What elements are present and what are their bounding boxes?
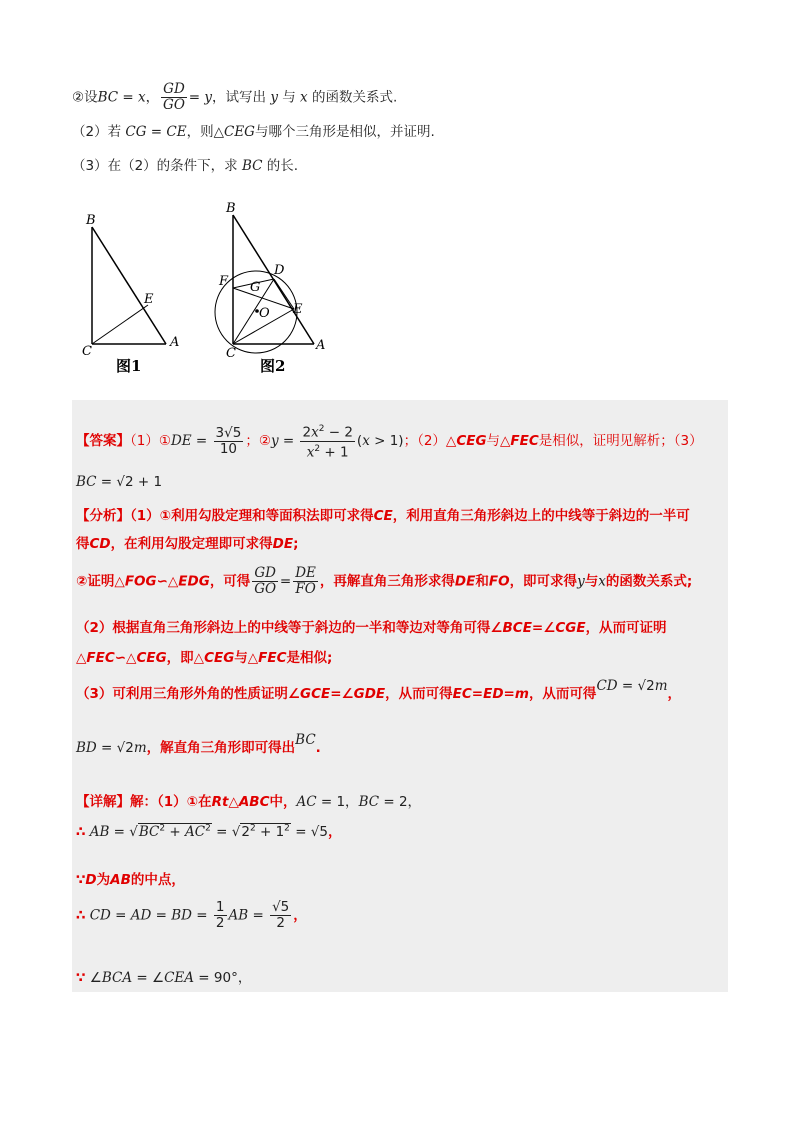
answer-line-bc: BC = √2 + 1 bbox=[76, 474, 163, 490]
analysis-1: 【分析】（1）①利用勾股定理和等面积法即可求得CE，利用直角三角形斜边上的中线等于斜边的一半可 bbox=[76, 508, 690, 524]
fig2-label-b: B bbox=[226, 201, 236, 216]
geometry-figures bbox=[78, 193, 338, 375]
detail-3: ∵D为AB的中点， bbox=[76, 872, 185, 888]
answer-tag: 【答案】 bbox=[76, 433, 130, 449]
detail-5: ∵ ∠BCA = ∠CEA = 90°， bbox=[76, 970, 252, 986]
question-part2: （2）若 CG = CE，则△CEG与哪个三角形是相似，并证明. bbox=[72, 124, 435, 140]
analysis-2: ②证明△FOG∽△EDG，可得 $\frac{GD}{GO}$ = $\frac{DE}{FO}$ ，再解直角三角形求得DE和FO，即可求得y与x的函数关系式; bbox=[76, 565, 693, 597]
analysis-1b: 得CD，在利用勾股定理即可求得DE; bbox=[76, 536, 299, 552]
fig1-label-a: A bbox=[170, 335, 180, 350]
question-part3: （3）在（2）的条件下，求 BC 的长. bbox=[72, 158, 299, 174]
fig1-label-b: B bbox=[86, 213, 96, 228]
fig2-label-e: E bbox=[293, 302, 303, 317]
fig2-label-c: C bbox=[226, 346, 236, 361]
detail-2: ∴ AB = $√BC^2 + AC^2 = √2^2 + 1^2 = √5$， bbox=[76, 823, 342, 840]
fig1-label-e: E bbox=[144, 292, 154, 307]
analysis-4: （3）可利用三角形外角的性质证明∠GCE=∠GDE，从而可得EC=ED=m，从而可得CD = √2m， bbox=[76, 678, 681, 702]
figure-2 bbox=[215, 201, 325, 361]
fig2-label-g: G bbox=[250, 280, 261, 295]
analysis-3: （2）根据直角三角形斜边上的中线等于斜边的一半和等边对等角可得∠BCE=∠CGE，从而可证明 bbox=[76, 620, 667, 636]
fig2-label-f: F bbox=[219, 274, 229, 289]
fig2-label-o: O bbox=[259, 306, 270, 321]
answer-panel bbox=[72, 400, 728, 992]
fig2-label-a: A bbox=[316, 338, 326, 353]
figure-1 bbox=[82, 213, 179, 359]
detail-1: 【详解】解：（1）①在Rt△ABC中，AC = 1，BC = 2， bbox=[76, 794, 422, 810]
analysis-3b: △FEC∽△CEG，即△CEG与△FEC是相似; bbox=[76, 650, 333, 666]
fig2-caption: 图2 bbox=[260, 357, 286, 375]
analysis-4b: BD = √2m，解直角三角形即可得出BC. bbox=[76, 732, 321, 756]
fig2-label-d: D bbox=[274, 263, 285, 278]
fig1-label-c: C bbox=[82, 344, 92, 359]
question-part2-sub: ②设BC = x， $\frac{GD}{GO}$ = y，试写出 y 与 x 的函数关系式. bbox=[72, 81, 398, 113]
fig1-caption: 图1 bbox=[116, 357, 142, 375]
detail-4: ∴ CD = AD = BD = $\frac{1}{2}$ AB = $\frac{√5}{2}$ ， bbox=[76, 899, 307, 931]
answer-line: 【答案】（1）①DE = $\frac{3√5}{10}$ ；②y = $\frac{2x^2 - 2}{x^2 + 1}$ (x > 1)；（2）△CEG与△FEC是相似，证明见解析；（3） bbox=[76, 424, 703, 460]
